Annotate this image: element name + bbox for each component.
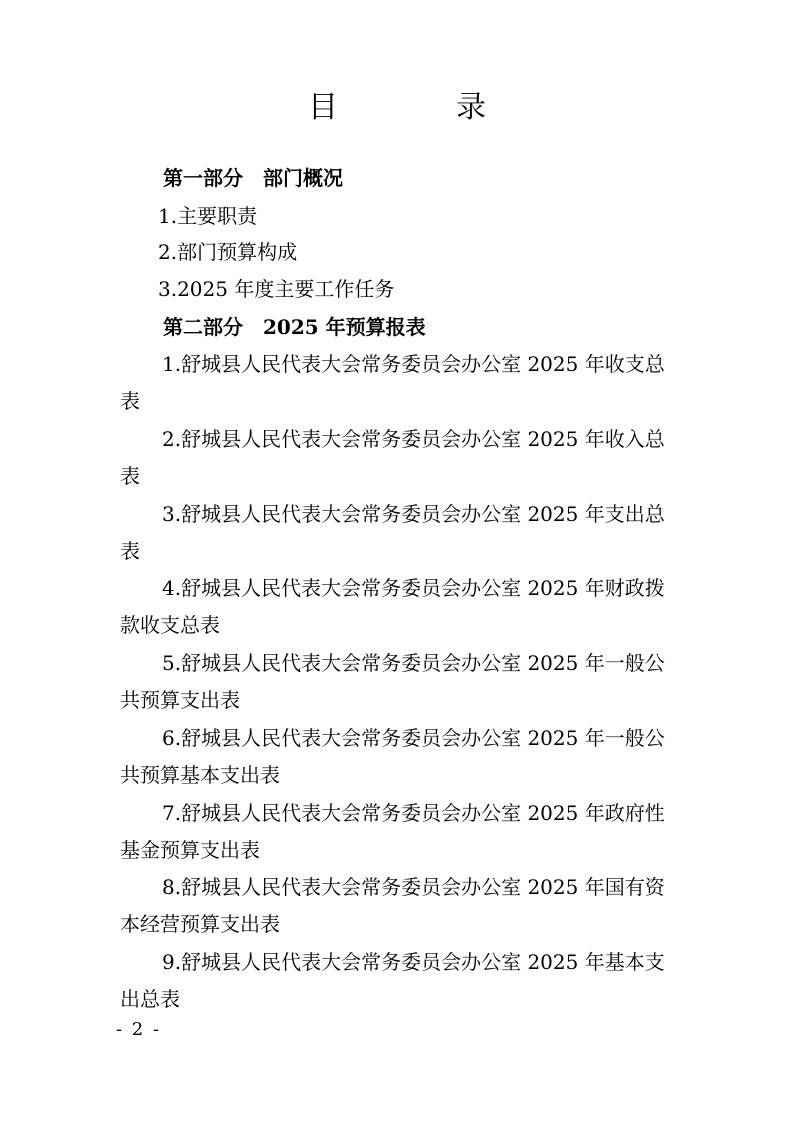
part2-item-8: 8.舒城县人民代表大会常务委员会办公室 2025 年国有资本经营预算支出表 (120, 875, 665, 936)
part1-item-1: 1.主要职责 (158, 204, 258, 228)
part2-item-2: 2.舒城县人民代表大会常务委员会办公室 2025 年收入总表 (120, 427, 665, 488)
part2-item-9: 9.舒城县人民代表大会常务委员会办公室 2025 年基本支出总表 (120, 950, 665, 1011)
part1-item-3: 3.2025 年度主要工作任务 (158, 277, 395, 301)
part2-item-7: 7.舒城县人民代表大会常务委员会办公室 2025 年政府性基金预算支出表 (120, 801, 665, 862)
part1-item-2: 2.部门预算构成 (158, 240, 298, 264)
page-number: - 2 - (116, 1019, 162, 1040)
part2-item-4: 4.舒城县人民代表大会常务委员会办公室 2025 年财政拨款收支总表 (120, 576, 665, 637)
part2-item-6: 6.舒城县人民代表大会常务委员会办公室 2025 年一般公共预算基本支出表 (120, 726, 665, 787)
part2-item-1: 1.舒城县人民代表大会常务委员会办公室 2025 年收支总表 (120, 352, 665, 413)
page-title: 目 录 (308, 90, 530, 125)
part1-heading: 第一部分 部门概况 (163, 166, 343, 190)
part2-item-5: 5.舒城县人民代表大会常务委员会办公室 2025 年一般公共预算支出表 (120, 651, 665, 712)
part2-heading: 第二部分 2025 年预算报表 (163, 315, 426, 339)
part2-item-3: 3.舒城县人民代表大会常务委员会办公室 2025 年支出总表 (120, 502, 665, 563)
